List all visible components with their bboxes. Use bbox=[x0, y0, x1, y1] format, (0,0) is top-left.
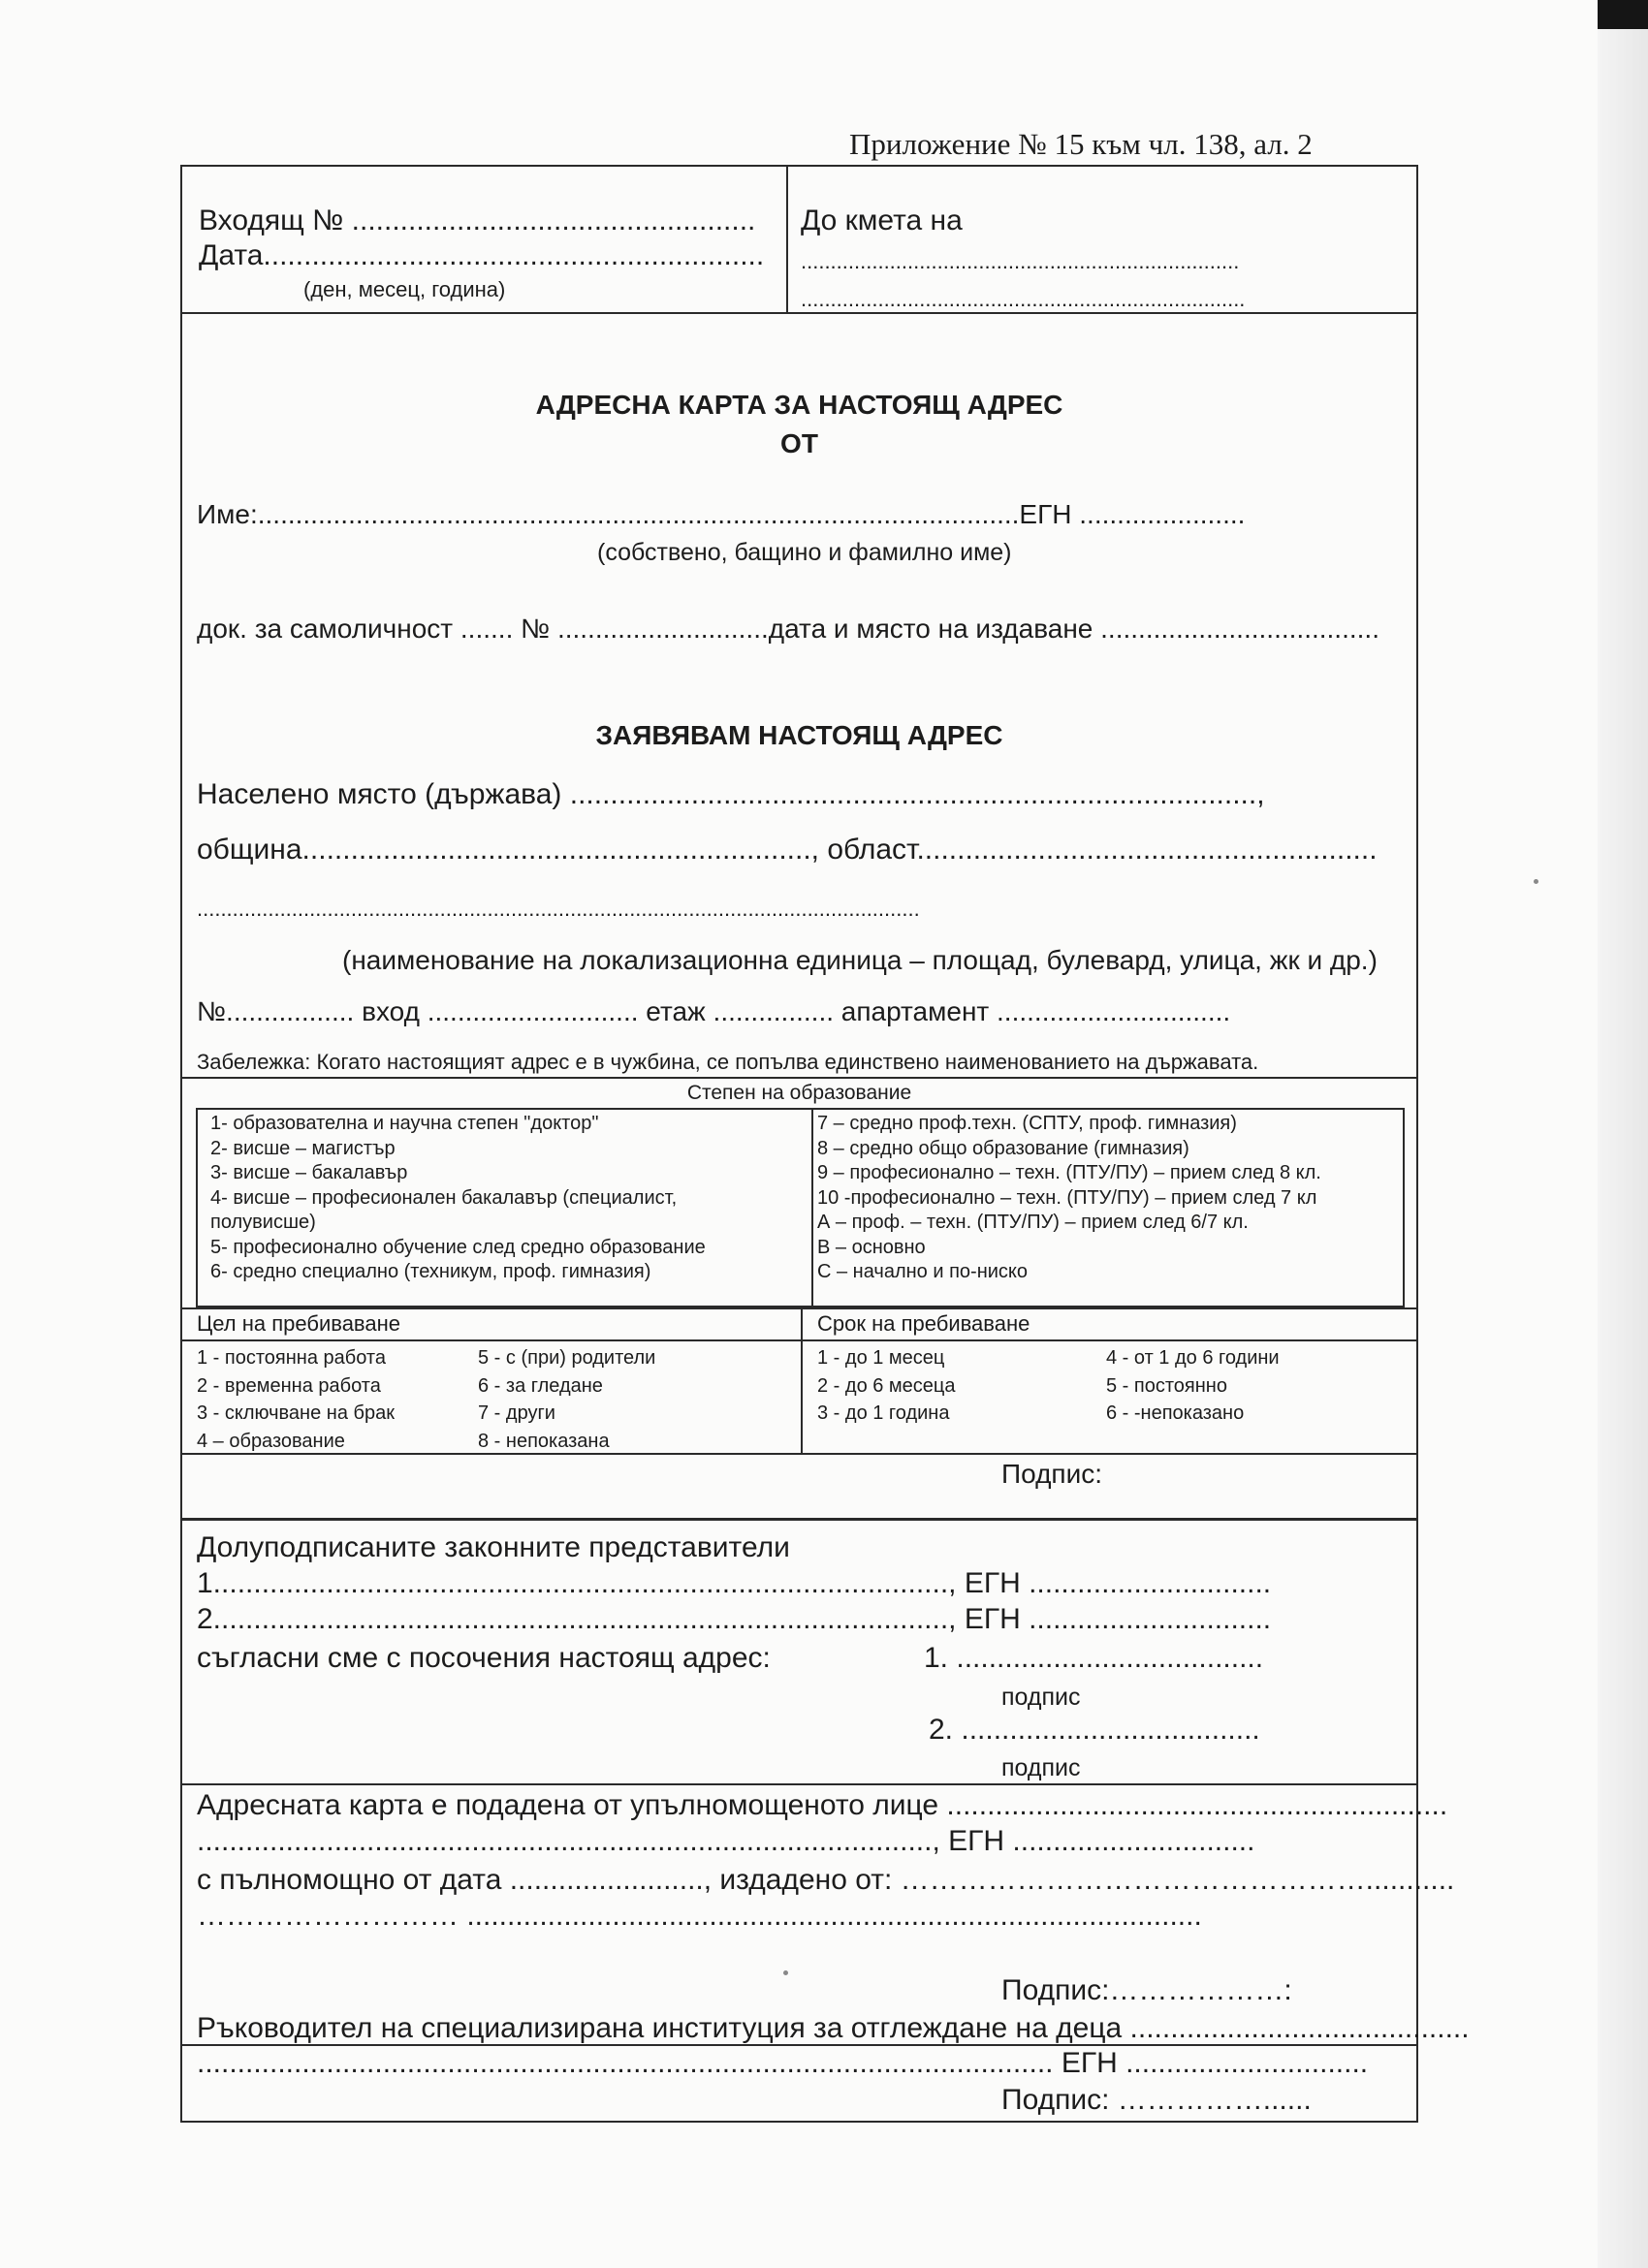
education-item: 10 -професионално – техн. (ПТУ/ПУ) – прием след 7 кл bbox=[817, 1186, 1317, 1209]
duration-item: 6 - -непоказано bbox=[1106, 1402, 1245, 1424]
street-hint: (наименование на локализационна единица – площад, булевард, улица, жк и др.) bbox=[342, 945, 1378, 975]
education-divider bbox=[811, 1108, 813, 1307]
representatives-agree: съгласни сме с посочения настоящ адрес: bbox=[197, 1642, 771, 1674]
purpose-item: 7 - други bbox=[478, 1402, 555, 1424]
purpose-item: 4 – образование bbox=[197, 1430, 345, 1452]
purpose-item: 2 - временна работа bbox=[197, 1374, 381, 1397]
form-title-from: ОТ bbox=[780, 428, 818, 458]
education-item: 8 – средно общо образование (гимназия) bbox=[817, 1137, 1189, 1159]
institution-egn-field[interactable]: .......................................................................................................... ЕГН .............................. bbox=[197, 2047, 1369, 2079]
education-item: 2- висше – магистър bbox=[210, 1137, 396, 1159]
annex-reference: Приложение № 15 към чл. 138, ал. 2 bbox=[849, 127, 1313, 161]
education-item: С – начално и по-ниско bbox=[817, 1261, 1029, 1282]
header-divider bbox=[786, 165, 788, 312]
name-hint: (собствено, бащино и фамилно име) bbox=[597, 539, 1012, 566]
duration-item: 5 - постоянно bbox=[1106, 1374, 1227, 1397]
duration-item: 3 - до 1 година bbox=[817, 1402, 950, 1424]
mayor-line-2[interactable]: ........................................................................... bbox=[801, 287, 1246, 311]
duration-list-col1 bbox=[817, 1344, 956, 1428]
education-item: 7 – средно проф.техн. (СПТУ, проф. гимназия) bbox=[817, 1113, 1237, 1134]
purpose-item: 3 - сключване на брак bbox=[197, 1402, 395, 1424]
education-title: Степен на образование bbox=[686, 1082, 912, 1104]
representatives-title: Долуподписаните законните представители bbox=[197, 1531, 790, 1563]
institution-signature[interactable]: Подпис: ……………...... bbox=[1001, 2084, 1312, 2116]
stay-header-rule bbox=[180, 1339, 1418, 1341]
settlement-field[interactable]: Населено място (държава) ....................................................................................., bbox=[197, 778, 1265, 810]
education-item: полувисше) bbox=[210, 1212, 316, 1233]
representative-2-field[interactable]: 2..........................................................................................., ЕГН .............................. bbox=[197, 1603, 1272, 1635]
date-field[interactable]: Дата.............................................................. bbox=[199, 239, 765, 271]
purpose-list-col1 bbox=[197, 1344, 395, 1455]
power-of-attorney-field[interactable]: с пълномощно от дата ........................, издадено от: …………………………………………........... bbox=[197, 1864, 1455, 1896]
stay-top-rule bbox=[180, 1307, 1418, 1309]
name-egn-field[interactable]: Име:.....................................................................................................ЕГН ...................... bbox=[197, 499, 1246, 529]
incoming-number-field[interactable]: Входящ № .................................................. bbox=[199, 205, 756, 236]
education-item: 4- висше – професионален бакалавър (специалист, bbox=[210, 1186, 678, 1209]
representative-1-signature-label: подпис bbox=[1001, 1684, 1081, 1711]
duration-item: 2 - до 6 месеца bbox=[817, 1374, 956, 1397]
applicant-signature[interactable]: Подпис: bbox=[1001, 1459, 1103, 1489]
purpose-item: 8 - непоказана bbox=[478, 1430, 610, 1452]
duration-title: Срок на пребиваване bbox=[817, 1311, 1030, 1336]
scan-corner-shadow bbox=[1598, 0, 1648, 29]
education-list-right bbox=[817, 1112, 1321, 1285]
mayor-line-1[interactable]: .......................................................................... bbox=[801, 249, 1240, 273]
scan-speck bbox=[1534, 879, 1538, 884]
purpose-list-col2 bbox=[478, 1344, 655, 1455]
id-document-field[interactable]: док. за самоличност ....... № ............................дата и място на издаване ..................................... bbox=[197, 614, 1379, 644]
representative-1-signature[interactable]: 1. ...................................... bbox=[924, 1642, 1264, 1674]
header-bottom-rule bbox=[180, 312, 1418, 314]
representative-1-field[interactable]: 1..........................................................................................., ЕГН .............................. bbox=[197, 1567, 1272, 1599]
signature-rule bbox=[180, 1518, 1418, 1521]
education-item: 1- образователна и научна степен "доктор" bbox=[210, 1113, 599, 1134]
purpose-item: 5 - с (при) родители bbox=[478, 1347, 656, 1369]
form-left-edge bbox=[180, 2046, 182, 2122]
education-item: 5- професионално обучение след средно образование bbox=[210, 1236, 706, 1258]
stay-divider bbox=[801, 1307, 803, 1453]
street-field[interactable]: .......................................................................................................................... bbox=[197, 897, 920, 921]
address-note: Забележка: Когато настоящият адрес е в чужбина, се попълва единствено наименованието на държавата. bbox=[197, 1050, 1259, 1074]
representative-2-signature[interactable]: 2. ..................................... bbox=[929, 1714, 1260, 1746]
education-item: В – основно bbox=[817, 1236, 926, 1258]
power-of-attorney-line[interactable]: ……………………… ........................................................................................... bbox=[197, 1900, 1202, 1932]
purpose-item: 1 - постоянна работа bbox=[197, 1347, 386, 1369]
purpose-item: 6 - за гледане bbox=[478, 1374, 603, 1397]
date-hint: (ден, месец, година) bbox=[303, 277, 506, 301]
purpose-title: Цел на пребиваване bbox=[197, 1311, 400, 1336]
address-number-field[interactable]: №................. вход ............................ етаж ................ апартамент ............................... bbox=[197, 996, 1231, 1026]
scan-page-edge bbox=[1598, 0, 1648, 2268]
duration-item: 4 - от 1 до 6 години bbox=[1106, 1347, 1280, 1369]
declare-address-title: ЗАЯВЯВАМ НАСТОЯЩ АДРЕС bbox=[595, 720, 1003, 750]
education-top-rule bbox=[180, 1077, 1418, 1079]
education-item: 9 – професионално – техн. (ПТУ/ПУ) – прием след 8 кл. bbox=[817, 1162, 1321, 1183]
duration-list-col2 bbox=[1106, 1344, 1280, 1428]
proxy-signature[interactable]: Подпис:………………: bbox=[1001, 1974, 1292, 2006]
proxy-egn-field[interactable]: ..........................................................................................., ЕГН .............................. bbox=[197, 1825, 1255, 1857]
education-item: 3- висше – бакалавър bbox=[210, 1162, 408, 1183]
representatives-bottom-rule bbox=[180, 1783, 1418, 1785]
representative-2-signature-label: подпис bbox=[1001, 1754, 1081, 1781]
education-item: 6- средно специално (техникум, проф. гимназия) bbox=[210, 1261, 651, 1282]
institution-head-field[interactable]: Ръководител на специализирана институция за отглеждане на деца .......................................... bbox=[197, 2012, 1470, 2044]
to-mayor-label: До кмета на bbox=[801, 205, 963, 236]
form-right-edge bbox=[1416, 2046, 1418, 2122]
form-title: АДРЕСНА КАРТА ЗА НАСТОЯЩ АДРЕС bbox=[535, 390, 1063, 420]
proxy-person-field[interactable]: Адресната карта е подадена от упълномощеното лице .............................................................. bbox=[197, 1789, 1448, 1821]
education-list-left bbox=[210, 1112, 706, 1285]
form-bottom-rule bbox=[180, 2121, 1418, 2123]
municipality-region-field[interactable]: община..............................................................., област......................................................... bbox=[197, 834, 1378, 866]
education-item: А – проф. – техн. (ПТУ/ПУ) – прием след 6/7 кл. bbox=[817, 1212, 1249, 1233]
duration-item: 1 - до 1 месец bbox=[817, 1347, 945, 1369]
